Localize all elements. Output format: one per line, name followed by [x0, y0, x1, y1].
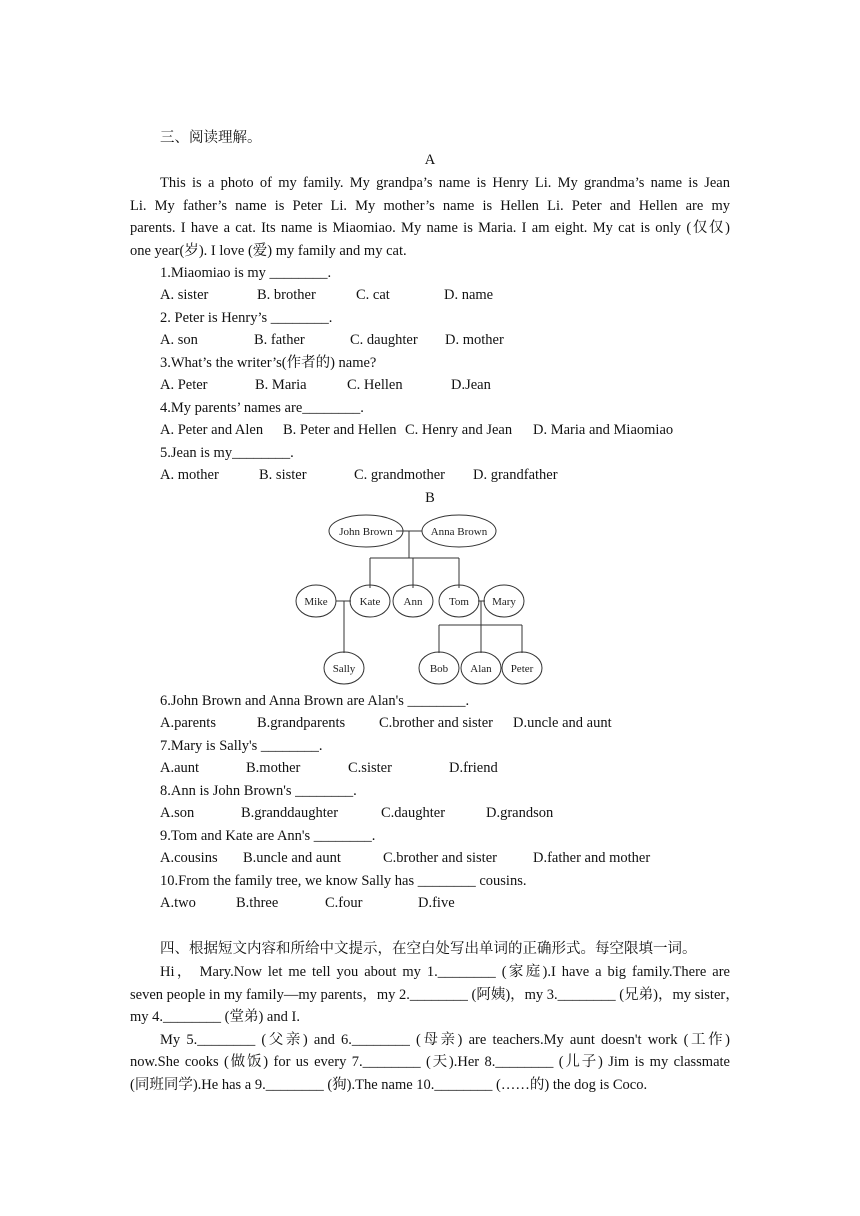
- cloze-line: (同班同学).He has a 9.________ (狗).The name 10.________ (……的) the dog is Coco.: [130, 1077, 648, 1093]
- option[interactable]: C.brother and sister: [383, 850, 497, 866]
- option[interactable]: D.grandson: [486, 805, 554, 821]
- option[interactable]: B.uncle and aunt: [243, 850, 341, 866]
- option[interactable]: D.five: [418, 895, 455, 911]
- label-anna-brown: Anna Brown: [430, 526, 488, 538]
- cloze-line: seven people in my family—my parents，my 2.________ (阿姨)，my 3.________ (兄弟)，my sister，: [130, 987, 740, 1003]
- label-alan: Alan: [470, 663, 492, 675]
- option[interactable]: B.granddaughter: [241, 805, 339, 821]
- option[interactable]: A. mother: [160, 467, 219, 483]
- question-5: 5.Jean is my________.: [160, 445, 294, 461]
- option[interactable]: B.three: [236, 895, 279, 911]
- option[interactable]: A. Peter and Alen: [160, 422, 264, 438]
- option[interactable]: B.mother: [246, 760, 301, 776]
- option[interactable]: A.son: [160, 805, 195, 821]
- passage-line: Li. My father’s name is Peter Li. My mother’s name is Hellen Li. Peter and Hellen are my: [130, 198, 730, 214]
- label-peter: Peter: [510, 663, 534, 675]
- label-sally: Sally: [332, 663, 356, 675]
- question-9: 9.Tom and Kate are Ann's ________.: [160, 828, 376, 844]
- option[interactable]: D.Jean: [451, 377, 491, 393]
- option[interactable]: A. Peter: [160, 377, 208, 393]
- question-6: 6.John Brown and Anna Brown are Alan's ________.: [160, 693, 470, 709]
- question-10: 10.From the family tree, we know Sally has ________ cousins.: [160, 873, 527, 889]
- option[interactable]: D.friend: [449, 760, 498, 776]
- option[interactable]: A.parents: [160, 715, 216, 731]
- cloze-line: Hi， Mary.Now let me tell you about my 1.________ (家庭).I have a big family.There are: [160, 964, 730, 980]
- option[interactable]: D. Maria and Miaomiao: [533, 422, 674, 438]
- label-tom: Tom: [448, 596, 470, 608]
- question-4: 4.My parents’ names are________.: [160, 400, 364, 416]
- part-a-label: A: [424, 152, 436, 168]
- option[interactable]: A. sister: [160, 287, 209, 303]
- passage-line: This is a photo of my family. My grandpa’s name is Henry Li. My grandma’s name is Jean: [160, 175, 730, 191]
- option[interactable]: C. grandmother: [354, 467, 446, 483]
- option[interactable]: A. son: [160, 332, 198, 348]
- label-mike: Mike: [304, 596, 328, 608]
- option[interactable]: B. brother: [257, 287, 316, 303]
- family-tree-diagram: [288, 508, 548, 690]
- cloze-line: now.She cooks (做饭) for us every 7.________ (天).Her 8.________ (儿子) Jim is my classmate: [130, 1054, 730, 1070]
- passage-line: one year(岁). I love (爱) my family and my cat.: [130, 243, 407, 259]
- label-mary: Mary: [492, 596, 516, 608]
- question-7: 7.Mary is Sally's ________.: [160, 738, 323, 754]
- question-1: 1.Miaomiao is my ________.: [160, 265, 332, 281]
- label-bob: Bob: [429, 663, 449, 675]
- question-2: 2. Peter is Henry’s ________.: [160, 310, 333, 326]
- question-8: 8.Ann is John Brown's ________.: [160, 783, 357, 799]
- option[interactable]: C. Henry and Jean: [405, 422, 513, 438]
- option[interactable]: D. grandfather: [473, 467, 558, 483]
- option[interactable]: D. mother: [445, 332, 504, 348]
- part-b-label: B: [425, 490, 435, 506]
- option[interactable]: B. father: [254, 332, 305, 348]
- section-3-heading: 三、阅读理解。: [160, 130, 262, 146]
- option[interactable]: B.grandparents: [257, 715, 346, 731]
- option[interactable]: C.brother and sister: [379, 715, 493, 731]
- cloze-line: My 5.________ (父亲) and 6.________ (母亲) are teachers.My aunt doesn't work (工作): [160, 1032, 730, 1048]
- label-ann: Ann: [403, 596, 423, 608]
- passage-line: parents. I have a cat. Its name is Miaomiao. My name is Maria. I am eight. My cat is only (仅仅): [130, 220, 730, 236]
- option[interactable]: C.daughter: [381, 805, 446, 821]
- option[interactable]: A.aunt: [160, 760, 200, 776]
- option[interactable]: C.four: [325, 895, 363, 911]
- option[interactable]: C. cat: [356, 287, 390, 303]
- option[interactable]: B. Peter and Hellen: [283, 422, 397, 438]
- option[interactable]: D. name: [444, 287, 494, 303]
- option[interactable]: C. daughter: [350, 332, 418, 348]
- cloze-line: my 4.________ (堂弟) and I.: [130, 1009, 300, 1025]
- option[interactable]: C.sister: [348, 760, 392, 776]
- label-john-brown: John Brown: [339, 526, 393, 538]
- option[interactable]: D.uncle and aunt: [513, 715, 612, 731]
- option[interactable]: C. Hellen: [347, 377, 403, 393]
- option[interactable]: A.two: [160, 895, 196, 911]
- section-4-heading: 四、根据短文内容和所给中文提示，在空白处写出单词的正确形式。每空限填一词。: [160, 941, 697, 957]
- option[interactable]: B. sister: [259, 467, 307, 483]
- option[interactable]: B. Maria: [255, 377, 307, 393]
- question-3: 3.What’s the writer’s(作者的) name?: [160, 355, 377, 371]
- label-kate: Kate: [359, 596, 381, 608]
- option[interactable]: A.cousins: [160, 850, 218, 866]
- option[interactable]: D.father and mother: [533, 850, 651, 866]
